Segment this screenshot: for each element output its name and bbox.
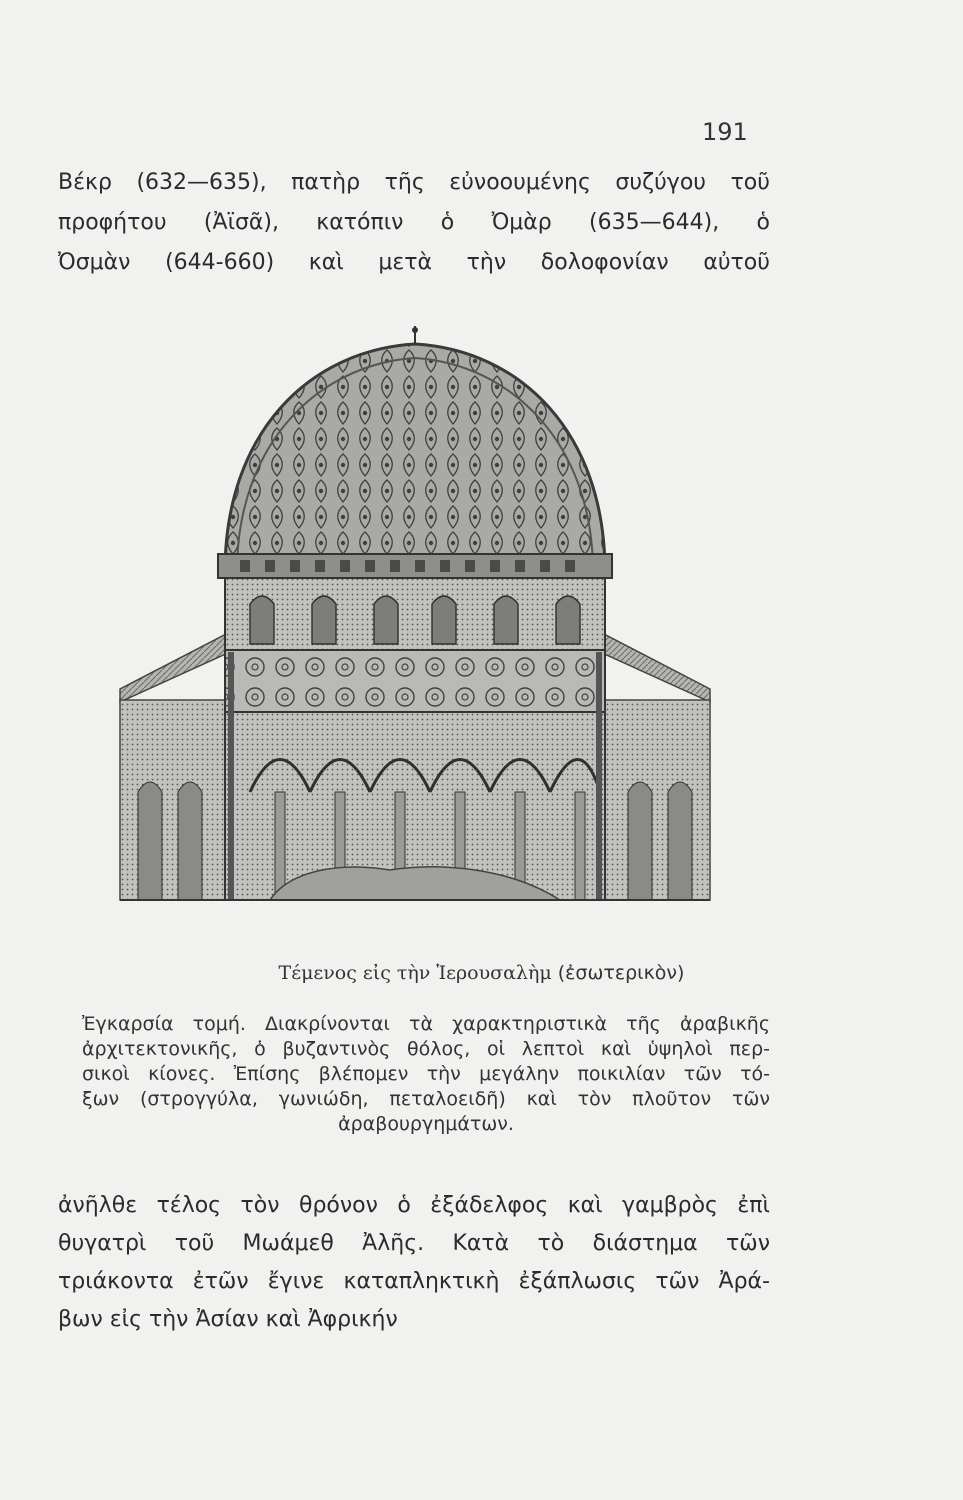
text-line: Ὀσμὰν (644-660) καὶ μετὰ τὴν δολοφονίαν αὐτοῦ — [58, 250, 770, 275]
text-line: ἀνῆλθε τέλος τὸν θρόνον ὁ ἐξάδελφος καὶ γαμβρὸς ἐπὶ — [58, 1193, 770, 1218]
caption-line: σικοὶ κίονες. Ἐπίσης βλέπομεν τὴν μεγάλην ποικιλίαν τῶν τό- — [82, 1063, 770, 1085]
caption-line: ἀραβουργημάτων. — [338, 1113, 514, 1135]
figure-caption — [0, 962, 963, 984]
dome-cross-section-illustration — [90, 322, 740, 902]
caption-line: ξων (στρογγύλα, γωνιώδη, πεταλοειδῆ) καὶ τὸν πλοῦτον τῶν — [82, 1088, 770, 1110]
text-line: τριάκοντα ἐτῶν ἔγινε καταπληκτικὴ ἐξάπλωσις τῶν Ἀρά- — [58, 1269, 770, 1294]
figure-description — [82, 1012, 770, 1137]
text-line: προφήτου (Ἀϊσᾶ), κατόπιν ὁ Ὀμὰρ (635—644), ὁ — [58, 210, 770, 235]
caption-line: ἀρχιτεκτονικῆς, ὁ βυζαντινὸς θόλος, οἱ λεπτοὶ καὶ ὑψηλοὶ περ- — [82, 1038, 770, 1060]
text-line: Βέκρ (632—635), πατὴρ τῆς εὐνοουμένης συζύγου τοῦ — [58, 170, 770, 195]
text-line: θυγατρὶ τοῦ Μωάμεθ Ἀλῆς. Κατὰ τὸ διάστημα τῶν — [58, 1231, 770, 1256]
text-line: βων εἰς τὴν Ἀσίαν καὶ Ἀφρικήν — [58, 1307, 398, 1332]
figure-caption-subtitle: (ἐσωτερικὸν) — [557, 962, 685, 984]
page-number: 191 — [702, 118, 748, 146]
figure-caption-title: Τέμενος εἰς τὴν Ἱερουσαλὴμ — [278, 962, 552, 984]
caption-line: Ἐγκαρσία τομή. Διακρίνονται τὰ χαρακτηριστικὰ τῆς ἀραβικῆς — [82, 1013, 770, 1035]
bottom-paragraph — [58, 1187, 770, 1339]
top-paragraph — [58, 163, 770, 283]
